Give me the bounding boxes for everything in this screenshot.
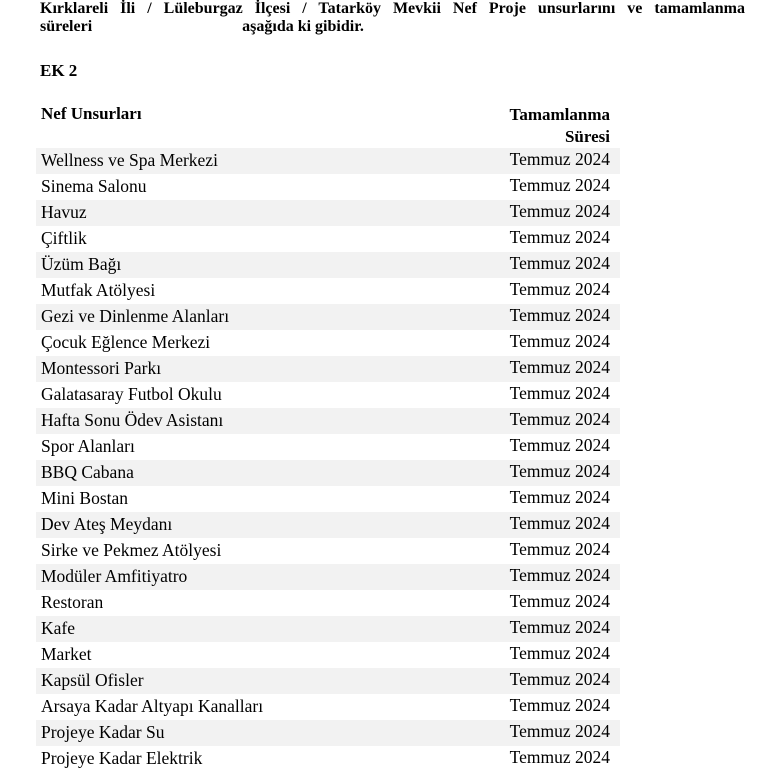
- table-row: [36, 512, 620, 538]
- header-duration-line-1: Tamamlanma: [509, 105, 610, 124]
- intro-line-2-end: aşağıda ki gibidir.: [242, 18, 364, 35]
- row-name: Sinema Salonu: [41, 176, 147, 196]
- row-name: Havuz: [41, 202, 87, 222]
- table-row: [36, 408, 620, 434]
- row-date: Temmuz 2024: [509, 513, 610, 533]
- row-date: Temmuz 2024: [509, 253, 610, 273]
- header-name: Nef Unsurları: [41, 104, 142, 123]
- row-name: Wellness ve Spa Merkezi: [41, 150, 218, 170]
- table-row: [36, 590, 620, 616]
- table-row: [36, 642, 620, 668]
- row-name: Galatasaray Futbol Okulu: [41, 384, 222, 404]
- header-duration: [510, 104, 610, 148]
- row-name: Üzüm Bağı: [41, 254, 122, 274]
- row-name: Mutfak Atölyesi: [41, 280, 156, 300]
- table-row: [36, 304, 620, 330]
- table-row: [36, 356, 620, 382]
- row-date: Temmuz 2024: [509, 279, 610, 299]
- table-row: [36, 278, 620, 304]
- row-date: Temmuz 2024: [509, 461, 610, 481]
- row-name: Çocuk Eğlence Merkezi: [41, 332, 211, 352]
- row-date: Temmuz 2024: [509, 435, 610, 455]
- row-date: Temmuz 2024: [509, 357, 610, 377]
- row-date: Temmuz 2024: [509, 643, 610, 663]
- table-row: [36, 746, 620, 772]
- row-name: Mini Bostan: [41, 488, 129, 508]
- row-date: Temmuz 2024: [509, 305, 610, 325]
- row-name: Hafta Sonu Ödev Asistanı: [41, 410, 224, 430]
- row-name: Market: [41, 644, 92, 664]
- table-row: [36, 148, 620, 174]
- row-date: Temmuz 2024: [509, 695, 610, 715]
- row-name: Projeye Kadar Elektrik: [41, 748, 203, 768]
- row-date: Temmuz 2024: [509, 201, 610, 221]
- table-body: [36, 148, 620, 772]
- table-row: [36, 486, 620, 512]
- intro-line-2-start: süreleri: [40, 18, 93, 35]
- row-name: Projeye Kadar Su: [41, 722, 165, 742]
- row-name: Sirke ve Pekmez Atölyesi: [41, 540, 222, 560]
- table-row: [36, 694, 620, 720]
- row-name: Kafe: [41, 618, 76, 638]
- row-name: Modüler Amfitiyatro: [41, 566, 188, 586]
- row-name: BBQ Cabana: [41, 462, 134, 482]
- annex-label: EK 2: [40, 61, 78, 80]
- table-row: [36, 564, 620, 590]
- row-date: Temmuz 2024: [509, 721, 610, 741]
- table-row: [36, 668, 620, 694]
- row-name: Gezi ve Dinlenme Alanları: [41, 306, 230, 326]
- row-name: Kapsül Ofisler: [41, 670, 144, 690]
- table-header: [40, 104, 612, 148]
- table-row: [36, 460, 620, 486]
- row-name: Dev Ateş Meydanı: [41, 514, 173, 534]
- intro-line-1: Kırklareli İli / Lüleburgaz İlçesi / Tatarköy Mevkii Nef Proje unsurlarını ve tamamlanma: [40, 0, 745, 17]
- row-date: Temmuz 2024: [509, 565, 610, 585]
- row-date: Temmuz 2024: [509, 591, 610, 611]
- table-row: [36, 538, 620, 564]
- row-date: Temmuz 2024: [509, 175, 610, 195]
- table-row: [36, 226, 620, 252]
- header-duration-line-2: Süresi: [564, 127, 610, 146]
- table-row: [36, 616, 620, 642]
- table-row: [36, 200, 620, 226]
- row-name: Restoran: [41, 592, 104, 612]
- intro-paragraph: [40, 0, 745, 36]
- row-date: Temmuz 2024: [509, 331, 610, 351]
- row-name: Arsaya Kadar Altyapı Kanalları: [41, 696, 264, 716]
- table-row: [36, 330, 620, 356]
- table-row: [36, 382, 620, 408]
- table-row: [36, 174, 620, 200]
- row-date: Temmuz 2024: [509, 149, 610, 169]
- table-row: [36, 720, 620, 746]
- row-date: Temmuz 2024: [509, 409, 610, 429]
- table-row: [36, 434, 620, 460]
- row-date: Temmuz 2024: [509, 669, 610, 689]
- row-name: Montessori Parkı: [41, 358, 162, 378]
- row-date: Temmuz 2024: [509, 383, 610, 403]
- row-date: Temmuz 2024: [509, 747, 610, 767]
- row-date: Temmuz 2024: [509, 487, 610, 507]
- row-date: Temmuz 2024: [509, 227, 610, 247]
- row-name: Çiftlik: [41, 228, 87, 248]
- intro-line-2: [40, 18, 745, 36]
- table-row: [36, 252, 620, 278]
- row-name: Spor Alanları: [41, 436, 135, 456]
- row-date: Temmuz 2024: [509, 539, 610, 559]
- row-date: Temmuz 2024: [509, 617, 610, 637]
